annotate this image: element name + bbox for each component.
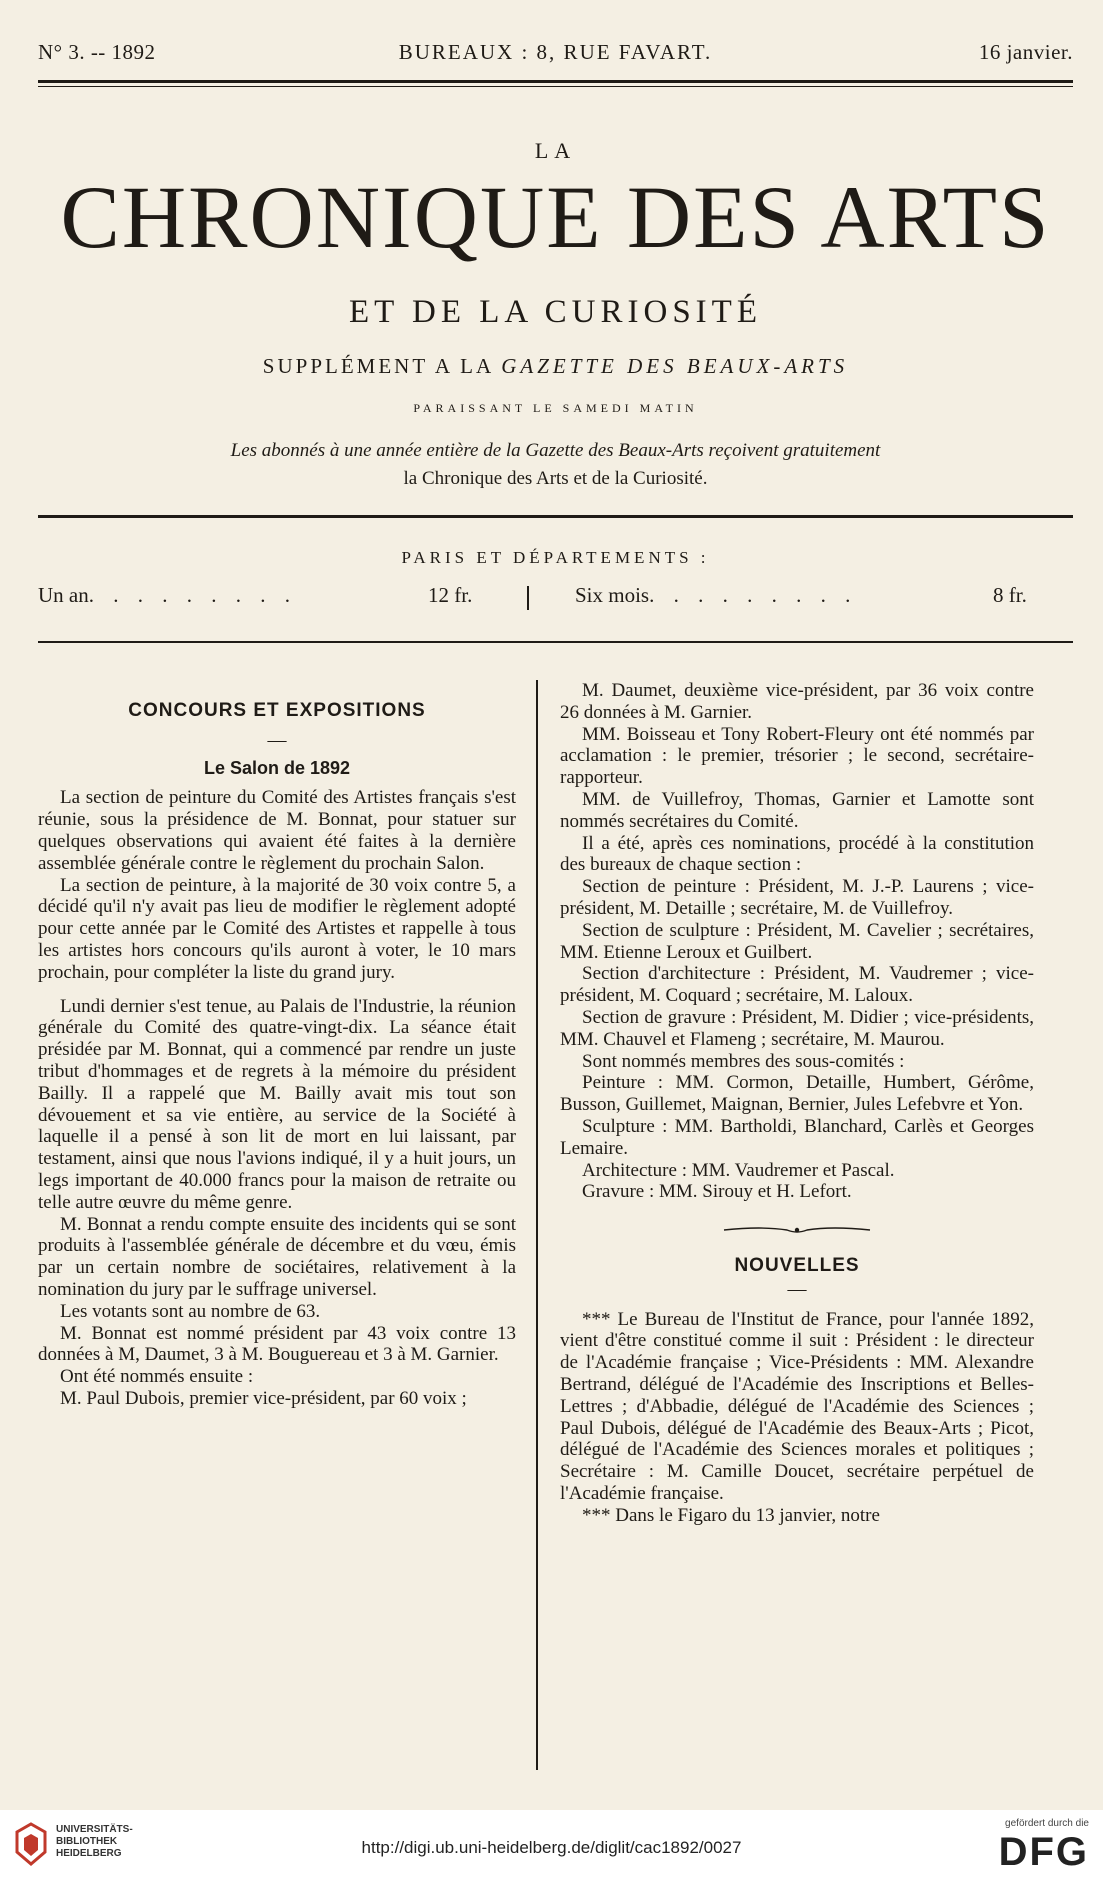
paragraph: MM. de Vuillefroy, Thomas, Garnier et Lamotte sont nommés secrétaires du Comité. [560, 788, 1034, 832]
subscription-heading: PARIS ET DÉPARTEMENTS : [401, 548, 710, 567]
masthead-rule [38, 515, 1073, 518]
paragraph: Sont nommés membres des sous-comités : [582, 1050, 905, 1072]
news-paragraph: *** Le Bureau de l'Institut de France, pour l'année 1892, vient d'être constitué comme il suit : Président : le directeur de l'Académie française ; Vice-Présidents : MM. Alexandre Bertrand, délégué de l'Académie des Inscriptions et Belles-Lettres ; d'Abbadie, délégué de l'Académie des Sciences ; Paul Dubois, délégué de l'Académie des Beaux-Arts ; Picot, délégué de l'Académie des Sciences morales et politiques ; Secrétaire : M. Camille Doucet, secrétaire perpétuel de l'Académie française. [560, 1308, 1034, 1504]
header-rule-thin [38, 86, 1073, 87]
news-paragraph: *** Dans le Figaro du 13 janvier, notre [582, 1504, 880, 1526]
left-column [38, 700, 516, 1410]
library-name-line3: HEIDELBERG [56, 1848, 122, 1859]
paragraph: Il a été, après ces nominations, procédé à la constitution des bureaux de chaque section : [560, 832, 1034, 876]
paragraph: Peinture : MM. Cormon, Detaille, Humbert, Gérôme, Busson, Guillemet, Maignan, Bernier, Jules Lefebvre et Yon. [560, 1072, 1034, 1116]
paragraph: M. Daumet, deuxième vice-président, par 36 voix contre 26 données à M. Garnier. [560, 680, 1034, 723]
publication-schedule: PARAISSANT LE SAMEDI MATIN [413, 401, 698, 415]
price-rule [38, 641, 1073, 643]
office-address: BUREAUX : 8, RUE FAVART. [398, 40, 713, 64]
sponsor-text: gefördert durch die [1005, 1818, 1089, 1829]
paragraph: M. Bonnat a rendu compte ensuite des incidents qui se sont produits à l'assemblée générale de décembre et du vœu, émis par un certain nombre de sociétaires, relativement à la nomination du jury par le suffrage universel. [38, 1213, 516, 1300]
ornament-divider [560, 1219, 1034, 1241]
issue-number: N° 3. -- 1892 [38, 40, 156, 64]
subscriber-note [38, 437, 1073, 493]
paragraph: Les votants sont au nombre de 63. [60, 1300, 321, 1322]
issue-date: 16 janvier. [978, 40, 1073, 64]
article-title: Le Salon de 1892 [203, 757, 351, 778]
price-half-amount: 8 fr. [993, 583, 1027, 607]
supplement-name: GAZETTE DES BEAUX-ARTS [501, 354, 849, 378]
library-name-line2: BIBLIOTHEK [56, 1836, 118, 1847]
dfg-logo: DFG [998, 1830, 1089, 1874]
paragraph: Lundi dernier s'est tenue, au Palais de l'Industrie, la réunion générale du Comité des quatre-vingt-dix. La séance était présidée par M. Bonnat, qui a commencé par rendre un juste tribut d'hommages et de regrets à la mémoire du président Bailly. Il a rappelé que M. Bailly avait mis tout son dévouement et sa vie entière, au service de la Société à laquelle il a pensé à son lit de mort en lui laissant, par testament, ainsi que nous l'avions indiqué, il y a huit jours, un legs important de 40.000 francs pour la maison de retraite ou telle autre œuvre du même genre. [38, 995, 516, 1213]
price-half-label: Six mois [575, 583, 650, 607]
news-dash: — [787, 1278, 807, 1300]
section-title: CONCOURS ET EXPOSITIONS [128, 700, 426, 721]
library-footer [0, 1810, 1103, 1879]
supplement-prefix: SUPPLÉMENT A LA [262, 354, 493, 378]
masthead-article: LA [534, 138, 577, 163]
paragraph: M. Paul Dubois, premier vice-président, par 60 voix ; [60, 1387, 467, 1409]
paragraph: Sculpture : MM. Bartholdi, Blanchard, Carlès et Georges Lemaire. [560, 1115, 1034, 1159]
masthead-subtitle: ET DE LA CURIOSITÉ [349, 294, 762, 330]
price-year-amount: 12 fr. [428, 583, 473, 607]
price-year [38, 583, 297, 608]
price-year-label: Un an [38, 583, 89, 607]
page-header [38, 40, 1073, 76]
section-dash: — [267, 729, 287, 751]
library-name-line1: UNIVERSITÄTS- [56, 1824, 133, 1835]
news-title: NOUVELLES [734, 1254, 860, 1276]
price-divider [527, 586, 529, 610]
paragraph: La section de peinture du Comité des Artistes français s'est réunie, sous la présidence de M. Bonnat, pour statuer sur quelques observations qui avaient été faites à la dernière assemblée générale contre le règlement du prochain Salon. [38, 787, 516, 874]
paragraph: Section de peinture : Président, M. J.-P. Laurens ; vice-président, M. Detaille ; secrétaire, M. de Vuillefroy. [560, 876, 1034, 919]
subscriber-note-line2: la Chronique des Arts et de la Curiosité. [403, 468, 708, 489]
price-half [575, 583, 857, 608]
subscriber-note-line1: Les abonnés à une année entière de la Gazette des Beaux-Arts reçoivent gratuitement [230, 440, 881, 461]
header-rule-thick [38, 80, 1073, 83]
price-half-dots: . . . . . . . . . [649, 583, 858, 607]
supplement-line [38, 354, 1073, 379]
paragraph: Section d'architecture : Président, M. Vaudremer ; vice-président, M. Coquard ; secrétaire, M. Laloux. [560, 963, 1034, 1007]
ornament-icon [722, 1225, 872, 1235]
paragraph: Gravure : MM. Sirouy et H. Lefort. [582, 1181, 852, 1203]
paragraph: Section de gravure : Président, M. Didier ; vice-présidents, MM. Chauvel et Flameng ; secrétaire, M. Maurou. [560, 1006, 1034, 1050]
price-year-dots: . . . . . . . . . [88, 583, 297, 607]
masthead-title: CHRONIQUE DES ARTS [60, 169, 1051, 267]
paragraph: Ont été nommés ensuite : [60, 1366, 254, 1388]
column-divider [536, 680, 538, 1770]
paragraph: MM. Boisseau et Tony Robert-Fleury ont été nommés par acclamation : le premier, trésorier ; le second, secrétaire-rapporteur. [560, 723, 1034, 789]
right-column [560, 680, 1034, 1526]
paragraph: Section de sculpture : Président, M. Cavelier ; secrétaires, MM. Etienne Leroux et Guilbert. [560, 919, 1034, 963]
paragraph: M. Bonnat est nommé président par 43 voix contre 13 données à M, Daumet, 3 à M. Bouguereau et 3 à M. Garnier. [38, 1322, 516, 1366]
source-url-link[interactable]: http://digi.ub.uni-heidelberg.de/diglit/cac1892/0027 [361, 1838, 742, 1857]
paragraph: Architecture : MM. Vaudremer et Pascal. [582, 1159, 895, 1181]
paragraph: La section de peinture, à la majorité de 30 voix contre 5, a décidé qu'il n'y avait pas lieu de modifier le règlement adopté pour cette année par le Comité des Artistes et rappelle à tous les artistes hors concours qu'ils auront à voter, le 10 mars prochain, pour compléter la liste du grand jury. [38, 874, 516, 983]
